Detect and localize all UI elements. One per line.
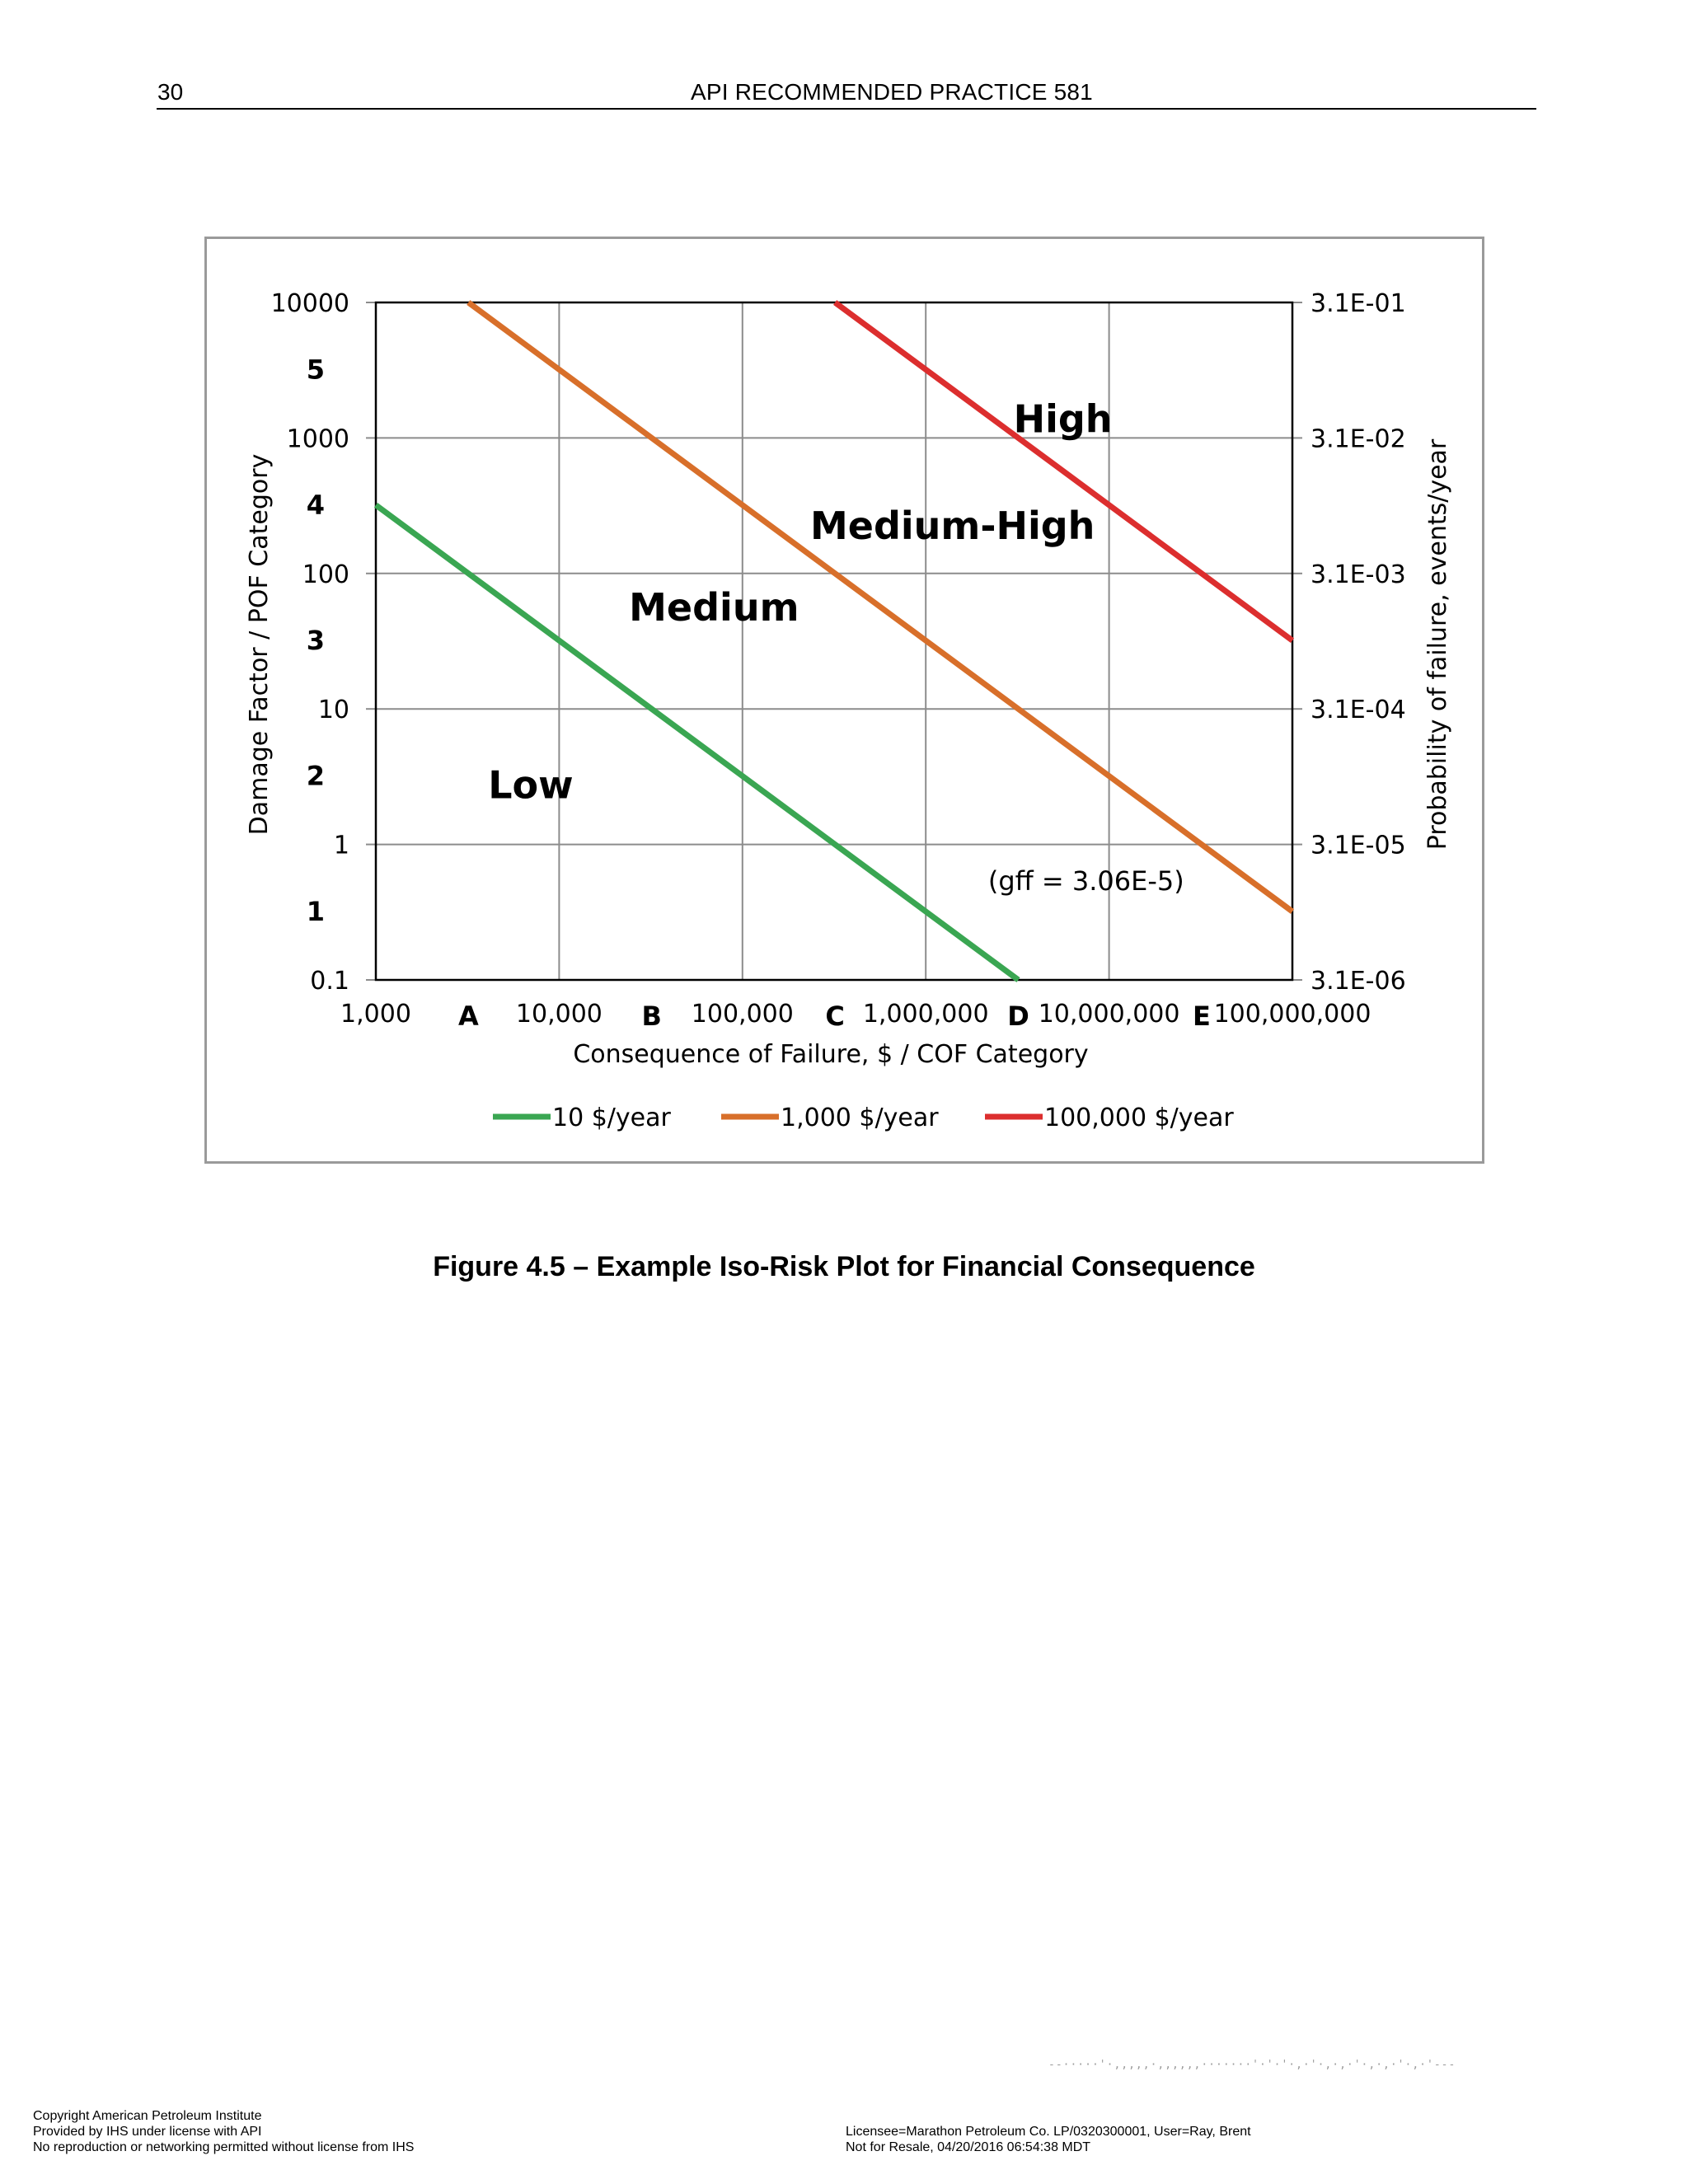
figure-caption: Figure 4.5 – Example Iso-Risk Plot for Financial Consequence bbox=[433, 1251, 1255, 1282]
footer-copyright: Copyright American Petroleum Institute Provided by IHS under license with API No reproduction or networking permitted without license from IHS bbox=[33, 2109, 415, 2154]
region-label-medium-high: Medium-High bbox=[810, 503, 1095, 548]
page-number: 30 bbox=[157, 79, 184, 105]
legend-label-0: 10 $/year bbox=[552, 1104, 671, 1132]
cof-category-B: B bbox=[641, 1001, 662, 1032]
series-line-0 bbox=[376, 505, 1019, 980]
y2-tick-label-3: 3.1E-04 bbox=[1311, 696, 1406, 725]
y-tick-label-1: 1000 bbox=[286, 424, 349, 454]
pof-category-4: 4 bbox=[306, 489, 325, 521]
y2-axis-label: Probability of failure, events/year bbox=[1423, 438, 1452, 851]
y-tick-label-3: 10 bbox=[317, 696, 349, 725]
x-tick-label-2: 100,000 bbox=[691, 1000, 794, 1029]
x-tick-label-1: 10,000 bbox=[515, 1000, 603, 1029]
region-label-high: High bbox=[1013, 396, 1113, 442]
series-line-2 bbox=[835, 302, 1292, 640]
series-line-1 bbox=[468, 302, 1292, 912]
x-axis-label: Consequence of Failure, $ / COF Category bbox=[573, 1040, 1089, 1069]
x-tick-label-5: 100,000,000 bbox=[1213, 1000, 1372, 1029]
pof-category-5: 5 bbox=[306, 354, 325, 386]
y-tick-label-4: 1 bbox=[333, 831, 349, 860]
pof-category-3: 3 bbox=[306, 625, 325, 657]
cof-category-D: D bbox=[1007, 1001, 1029, 1032]
legend bbox=[493, 1104, 1234, 1132]
cof-category-E: E bbox=[1193, 1001, 1211, 1032]
region-label-medium: Medium bbox=[629, 584, 799, 630]
region-label-low: Low bbox=[488, 762, 574, 808]
annotation-gff: (gff = 3.06E-5) bbox=[987, 865, 1184, 898]
x-tick-label-4: 10,000,000 bbox=[1038, 1000, 1180, 1029]
y2-tick-label-1: 3.1E-02 bbox=[1311, 424, 1406, 454]
x-tick-label-0: 1,000 bbox=[340, 1000, 411, 1029]
y-axis-label: Damage Factor / POF Category bbox=[245, 453, 274, 836]
footer-licensee: Licensee=Marathon Petroleum Co. LP/0320300001, User=Ray, Brent Not for Resale, 04/20/2016 06:54:38 MDT bbox=[846, 2125, 1251, 2154]
cof-category-A: A bbox=[457, 1001, 479, 1032]
running-header-title: API RECOMMENDED PRACTICE 581 bbox=[691, 79, 1093, 105]
tick-labels bbox=[271, 289, 1406, 1029]
y2-tick-label-2: 3.1E-03 bbox=[1311, 560, 1406, 589]
region-labels bbox=[488, 397, 1184, 897]
y2-tick-label-0: 3.1E-01 bbox=[1311, 289, 1406, 318]
pof-category-2: 2 bbox=[306, 760, 325, 792]
legend-label-2: 100,000 $/year bbox=[1044, 1104, 1234, 1132]
cof-category-C: C bbox=[825, 1001, 845, 1032]
y2-tick-label-5: 3.1E-06 bbox=[1311, 967, 1406, 996]
legend-label-1: 1,000 $/year bbox=[781, 1104, 939, 1132]
scan-artifact: --·····'·,,,,,·,,,,,,·······'·'·'·,·'·,·,·'·,·,·'·,·'--- bbox=[1048, 2059, 1456, 2071]
y-tick-label-5: 0.1 bbox=[310, 967, 349, 996]
y2-tick-label-4: 3.1E-05 bbox=[1311, 831, 1406, 860]
y-tick-label-2: 100 bbox=[302, 560, 349, 589]
pof-category-1: 1 bbox=[306, 895, 325, 927]
category-labels bbox=[307, 354, 1211, 1032]
x-tick-label-3: 1,000,000 bbox=[862, 1000, 989, 1029]
y-tick-label-0: 10000 bbox=[270, 289, 349, 318]
